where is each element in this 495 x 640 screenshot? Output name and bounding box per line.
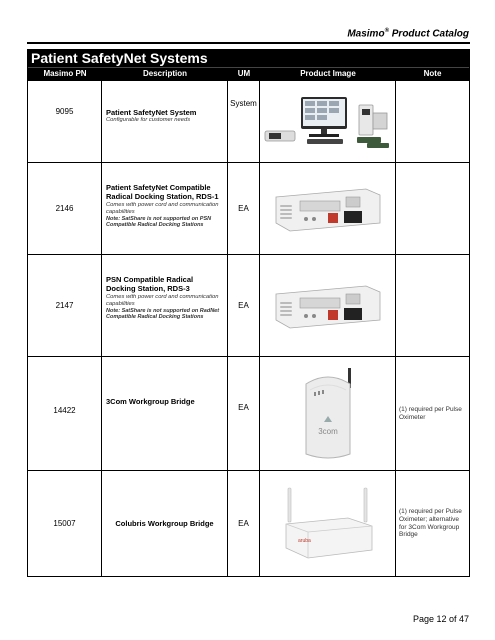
description-cell bbox=[102, 81, 228, 162]
column-header-description: Description bbox=[142, 69, 187, 78]
product-subtitle: Comes with power cord and communication capabilities bbox=[106, 293, 219, 307]
note-cell bbox=[396, 163, 469, 254]
svg-text:aruba: aruba bbox=[297, 537, 311, 544]
part-number: 9095 bbox=[28, 81, 102, 162]
header-rule bbox=[27, 42, 470, 44]
catalog-header bbox=[347, 28, 469, 39]
unit-of-measure: EA bbox=[228, 357, 260, 470]
product-title: Patient SafetyNet Compatible Radical Docking Station, RDS-1 bbox=[106, 183, 219, 202]
product-table bbox=[27, 49, 470, 577]
catalog-label: Product Catalog bbox=[388, 28, 469, 40]
description-cell bbox=[102, 163, 228, 254]
3com-bridge-image bbox=[288, 362, 368, 466]
table-row bbox=[28, 356, 469, 470]
section-title: Patient SafetyNet Systems bbox=[28, 50, 469, 67]
product-image bbox=[260, 81, 396, 162]
product-image bbox=[260, 255, 396, 356]
note-cell bbox=[396, 255, 469, 356]
product-subtitle: Comes with power cord and communication capabilities bbox=[106, 201, 219, 215]
table-row bbox=[28, 80, 469, 162]
table-row bbox=[28, 470, 469, 576]
product-image bbox=[260, 163, 396, 254]
svg-text:3com: 3com bbox=[317, 426, 338, 436]
brand-name: Masimo bbox=[347, 28, 385, 40]
product-image bbox=[260, 471, 396, 576]
product-image bbox=[260, 357, 396, 470]
psn-system-image bbox=[263, 91, 393, 153]
description-cell bbox=[102, 255, 228, 356]
column-header-um: UM bbox=[237, 69, 251, 78]
note-cell: (1) required per Pulse Oximeter bbox=[399, 405, 462, 421]
product-title: Patient SafetyNet System bbox=[106, 108, 197, 117]
table-row bbox=[28, 162, 469, 254]
docking-station-image bbox=[272, 280, 384, 332]
column-header-pn: Masimo PN bbox=[43, 69, 87, 78]
column-headers bbox=[28, 67, 469, 80]
product-title: PSN Compatible Radical Docking Station, RDS-3 bbox=[106, 275, 194, 294]
page-number: Page 12 of 47 bbox=[412, 614, 469, 624]
unit-of-measure: EA bbox=[228, 255, 260, 356]
unit-of-measure: EA bbox=[228, 163, 260, 254]
part-number: 2147 bbox=[28, 255, 102, 356]
part-number: 14422 bbox=[28, 357, 102, 470]
product-note: Note: SatShare is not supported on RadNet Compatible Radical Docking Stations bbox=[106, 307, 220, 321]
note-cell bbox=[396, 81, 469, 162]
product-title: 3Com Workgroup Bridge bbox=[106, 397, 195, 406]
part-number: 2146 bbox=[28, 163, 102, 254]
unit-of-measure: System bbox=[228, 81, 260, 162]
registered-mark: ® bbox=[384, 28, 389, 34]
colubris-bridge-image bbox=[278, 484, 378, 564]
column-header-image: Product Image bbox=[300, 69, 356, 78]
column-header-note: Note bbox=[423, 69, 442, 78]
part-number: 15007 bbox=[28, 471, 102, 576]
docking-station-image bbox=[272, 183, 384, 235]
description-cell bbox=[102, 471, 228, 576]
product-subtitle: Configurable for customer needs bbox=[106, 117, 191, 124]
unit-of-measure: EA bbox=[228, 471, 260, 576]
product-title: Colubris Workgroup Bridge bbox=[115, 518, 214, 528]
note-cell: (1) required per Pulse Oximeter; alternative for 3Com Workgroup Bridge bbox=[399, 507, 462, 539]
table-row bbox=[28, 254, 469, 356]
product-note: Note: SatShare is not supported on PSN Compatible Radical Docking Stations bbox=[106, 215, 212, 229]
description-cell bbox=[102, 357, 228, 470]
